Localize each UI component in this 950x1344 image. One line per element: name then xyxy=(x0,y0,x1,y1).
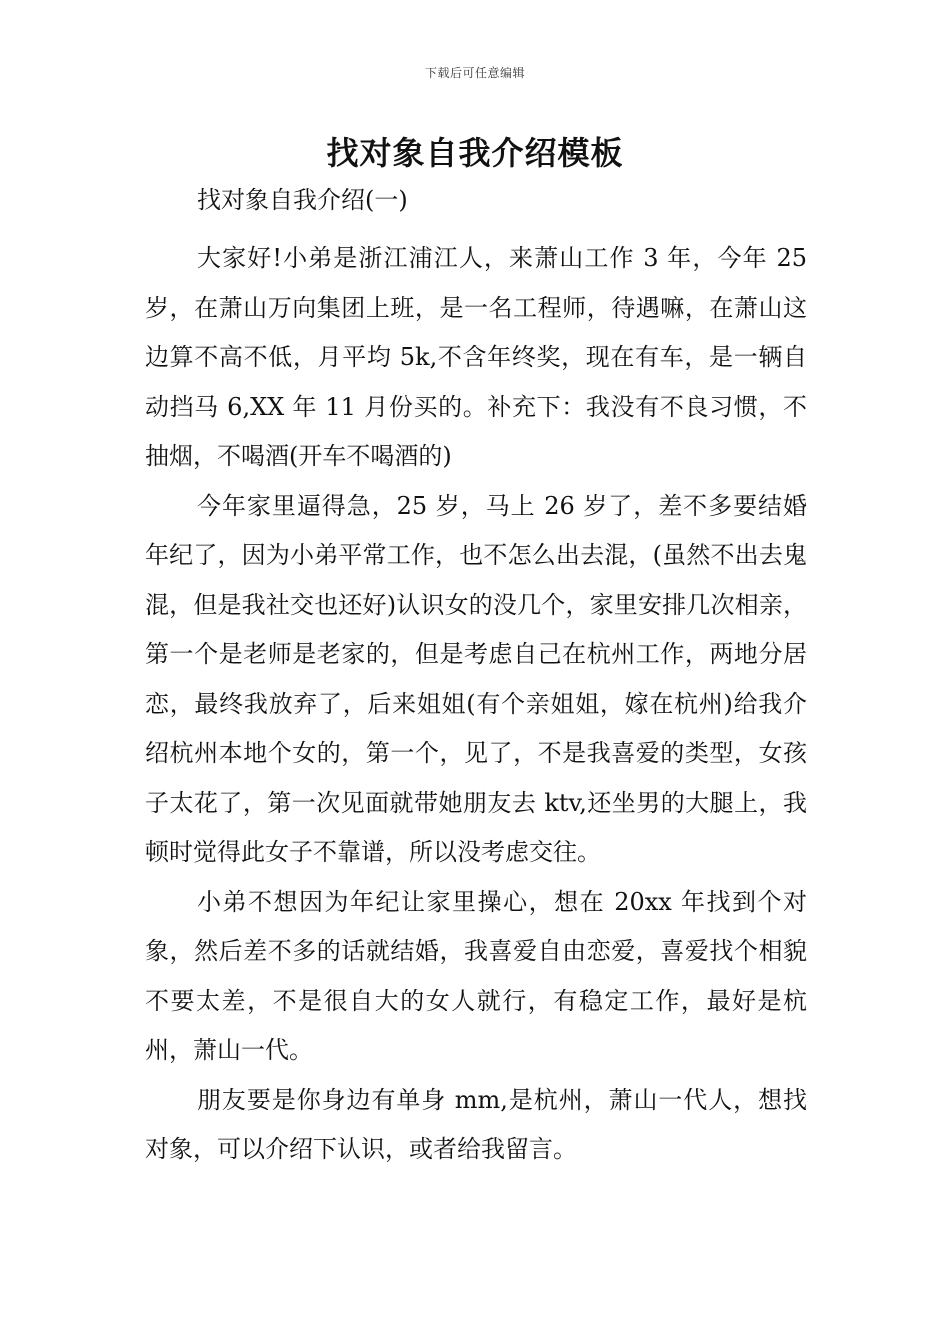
section-subtitle: 找对象自我介绍(一) xyxy=(197,186,408,214)
paragraph: 小弟不想因为年纪让家里操心，想在 20xx 年找到个对象，然后差不多的话就结婚，我喜爱自由恋爱，喜爱找个相貌不要太差，不是很自大的女人就行，有稳定工作，最好是杭州，萧山一代。 xyxy=(145,887,807,1064)
paragraph: 今年家里逼得急，25 岁，马上 26 岁了，差不多要结婚年纪了，因为小弟平常工作，也不怎么出去混，(虽然不出去鬼混，但是我社交也还好)认识女的没几个，家里安排几次相亲，第一个是老师是老家的，但是考虑自己在杭州工作，两地分居恋，最终我放弃了，后来姐姐(有个亲姐姐，嫁在杭州)给我介绍杭州本地个女的，第一个，见了，不是我喜爱的类型，女孩子太花了，第一次见面就带她朋友去 ktv,还坐男的大腿上，我顿时觉得此女子不靠谱，所以没考虑交往。 xyxy=(145,491,807,866)
header-note: 下载后可任意编辑 xyxy=(424,66,525,80)
paragraph: 大家好!小弟是浙江浦江人，来萧山工作 3 年，今年 25 岁，在萧山万向集团上班，是一名工程师，待遇嘛，在萧山这边算不高不低，月平均 5k,不含年终奖，现在有车，是一辆自动挡马 6,XX 年 11 月份买的。补充下：我没有不良习惯，不抽烟，不喝酒(开车不喝酒的) xyxy=(145,244,807,470)
document-body xyxy=(145,180,807,1175)
paragraph: 朋友要是你身边有单身 mm,是杭州，萧山一代人，想找对象，可以介绍下认识，或者给我留言。 xyxy=(145,1085,807,1163)
document-title: 找对象自我介绍模板 xyxy=(326,134,624,172)
